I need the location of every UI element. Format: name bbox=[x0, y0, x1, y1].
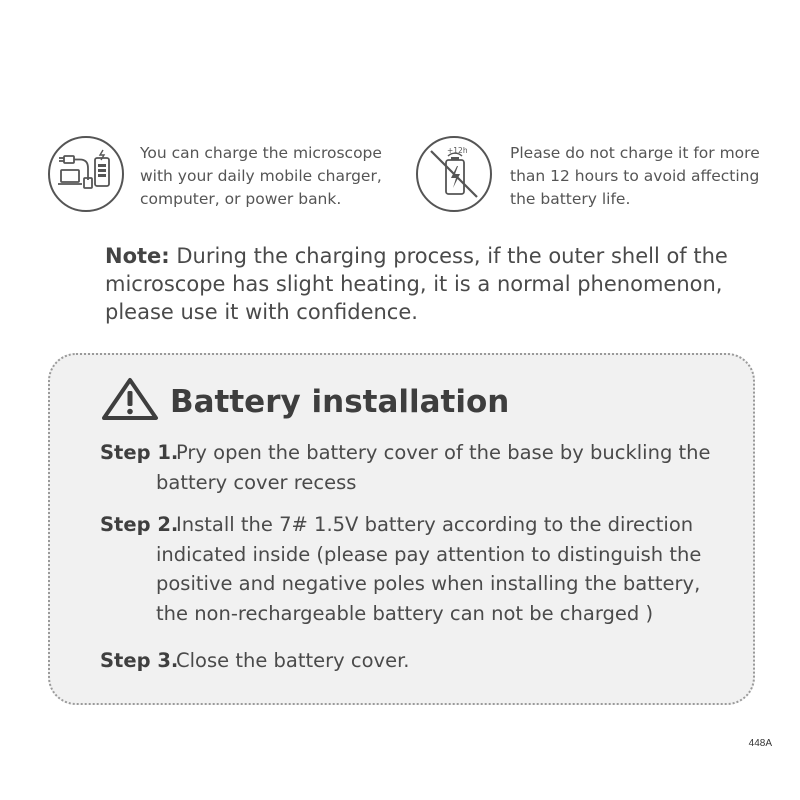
note-line: please use it with confidence. bbox=[105, 300, 418, 324]
note-text: During the charging process, if the outer shell of the bbox=[169, 244, 728, 268]
charging-devices-icon bbox=[48, 136, 124, 212]
text-line: with your daily mobile charger, bbox=[140, 167, 382, 185]
step-line: battery cover recess bbox=[156, 470, 357, 494]
no-overcharge-icon bbox=[416, 136, 492, 212]
text-line: You can charge the microscope bbox=[140, 144, 382, 162]
step-line: Install the 7# 1.5V battery according to the direction bbox=[176, 513, 694, 536]
step-line: Pry open the battery cover of the base by buckling the bbox=[176, 441, 711, 464]
step-label: Step 2. bbox=[100, 513, 179, 536]
step-line: Close the battery cover. bbox=[176, 649, 410, 672]
charge-method-text bbox=[140, 142, 382, 211]
charging-note bbox=[105, 242, 745, 326]
note-label: Note: bbox=[105, 244, 170, 268]
note-line: microscope has slight heating, it is a normal phenomenon, bbox=[105, 272, 723, 296]
text-line: computer, or power bank. bbox=[140, 190, 342, 208]
step-line: indicated inside (please pay attention to distinguish the bbox=[156, 542, 702, 566]
overcharge-warning-text bbox=[510, 142, 760, 211]
product-code: 448A bbox=[748, 738, 772, 749]
step-line: the non-rechargeable battery can not be charged ) bbox=[156, 601, 654, 625]
text-line: than 12 hours to avoid affecting bbox=[510, 167, 760, 185]
warning-icon bbox=[100, 376, 160, 422]
step-line: positive and negative poles when installing the battery, bbox=[156, 572, 701, 595]
step-label: Step 1. bbox=[100, 441, 179, 464]
note-line bbox=[105, 242, 745, 270]
text-line: Please do not charge it for more bbox=[510, 144, 760, 162]
overcharge-badge: +12h bbox=[447, 146, 468, 155]
step-label: Step 3. bbox=[100, 649, 179, 672]
section-title: Battery installation bbox=[170, 384, 510, 420]
text-line: the battery life. bbox=[510, 190, 631, 208]
